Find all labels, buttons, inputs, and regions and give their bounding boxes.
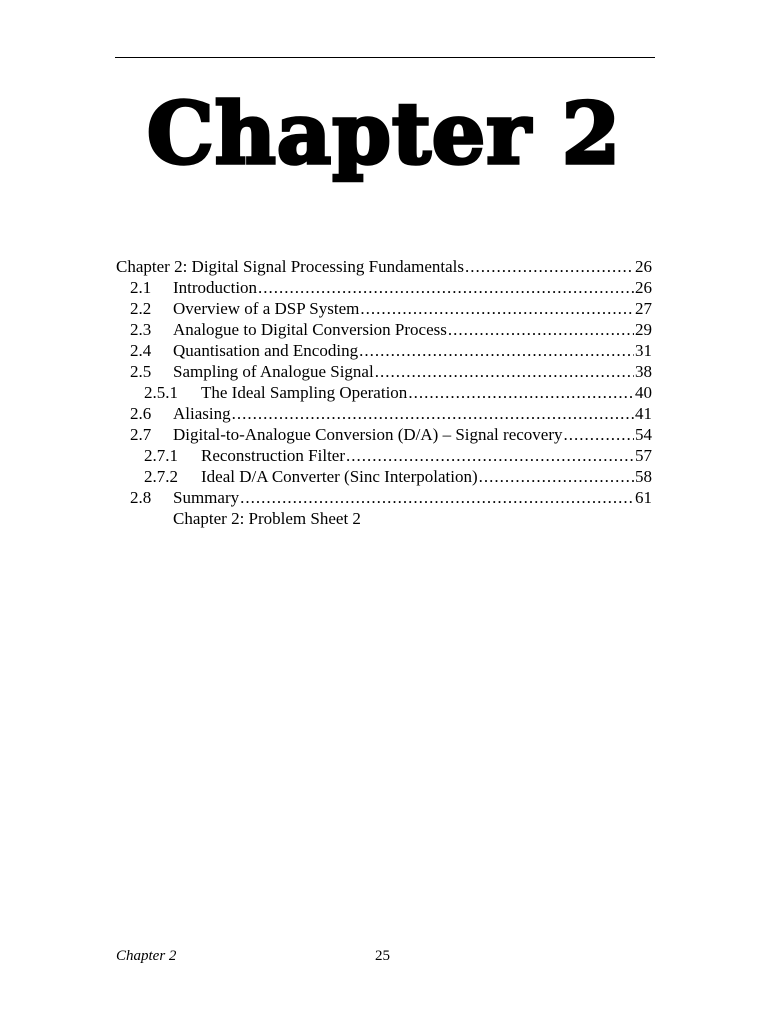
- toc-leader-dots: [232, 403, 634, 424]
- toc-entry-number: 2.4: [130, 341, 152, 360]
- toc-entry-2-7-2[interactable]: [116, 466, 652, 487]
- toc-leader-dots: [465, 256, 634, 277]
- toc-leader-dots: [346, 445, 634, 466]
- toc-entry-label: Summary: [173, 488, 240, 507]
- toc-entry-label: Quantisation and Encoding: [173, 341, 359, 360]
- toc-entry-2-1[interactable]: [116, 277, 652, 298]
- table-of-contents: [116, 256, 652, 529]
- toc-leader-dots: [408, 382, 634, 403]
- toc-entry-label: Ideal D/A Converter (Sinc Interpolation): [201, 467, 478, 486]
- toc-entry-page: 57: [635, 446, 652, 465]
- toc-entry-number: 2.2: [130, 299, 152, 318]
- toc-leader-dots: [360, 298, 634, 319]
- toc-leader-dots: [258, 277, 634, 298]
- toc-entry-2-7-1[interactable]: [116, 445, 652, 466]
- toc-entry-2-4[interactable]: [116, 340, 652, 361]
- toc-entry-2-2[interactable]: [116, 298, 652, 319]
- header-rule: [115, 57, 655, 58]
- toc-leader-dots: [448, 319, 634, 340]
- toc-entry-label: Chapter 2: Digital Signal Processing Fundamentals: [116, 257, 464, 276]
- toc-entry-page: 26: [635, 278, 652, 297]
- toc-entry-number: 2.6: [130, 404, 152, 423]
- toc-entry-number: 2.7: [130, 425, 152, 444]
- toc-entry-2-5[interactable]: [116, 361, 652, 382]
- toc-entry-page: 54: [635, 425, 652, 444]
- toc-entry-label: Analogue to Digital Conversion Process: [173, 320, 447, 339]
- toc-entry-2-8[interactable]: [116, 487, 652, 508]
- toc-leader-dots: [564, 424, 635, 445]
- toc-entry-number: 2.8: [130, 488, 152, 507]
- toc-entry-number: 2.5: [130, 362, 152, 381]
- toc-leader-dots: [479, 466, 634, 487]
- toc-entry-page: 27: [635, 299, 652, 318]
- toc-entry-page: 61: [635, 488, 652, 507]
- toc-entry-number: 2.5.1: [144, 383, 178, 402]
- toc-entry-number: 2.3: [130, 320, 152, 339]
- toc-entry-label: Overview of a DSP System: [173, 299, 360, 318]
- toc-entry-number: 2.7.1: [144, 446, 178, 465]
- toc-leader-dots: [359, 340, 634, 361]
- toc-entry-2-5-1[interactable]: [116, 382, 652, 403]
- toc-entry-page: 40: [635, 383, 652, 402]
- footer-chapter-label: Chapter 2: [116, 948, 177, 964]
- toc-entry-2-6[interactable]: [116, 403, 652, 424]
- toc-entry-number: 2.7.2: [144, 467, 178, 486]
- toc-leader-dots: [375, 361, 634, 382]
- toc-entry-page: 26: [635, 257, 652, 276]
- footer-page-number: 25: [375, 948, 390, 964]
- toc-entry-label: Aliasing: [173, 404, 231, 423]
- toc-leader-dots: [240, 487, 634, 508]
- toc-entry-problem-sheet[interactable]: [116, 508, 652, 529]
- toc-entry-2-3[interactable]: [116, 319, 652, 340]
- toc-entry-label: The Ideal Sampling Operation: [201, 383, 408, 402]
- toc-entry-label: Sampling of Analogue Signal: [173, 362, 374, 381]
- toc-entry-chapter[interactable]: [116, 256, 652, 277]
- toc-entry-2-7[interactable]: [116, 424, 652, 445]
- chapter-title: Chapter 2: [146, 84, 622, 183]
- toc-entry-page: 38: [635, 362, 652, 381]
- toc-entry-number: 2.1: [130, 278, 152, 297]
- toc-entry-page: 58: [635, 467, 652, 486]
- toc-entry-page: 31: [635, 341, 652, 360]
- toc-entry-label: Introduction: [173, 278, 258, 297]
- toc-entry-page: 29: [635, 320, 652, 339]
- toc-entry-page: 41: [635, 404, 652, 423]
- toc-entry-label: Chapter 2: Problem Sheet 2: [173, 509, 361, 528]
- toc-entry-label: Digital-to-Analogue Conversion (D/A) – Signal recovery: [173, 425, 563, 444]
- toc-entry-label: Reconstruction Filter: [201, 446, 346, 465]
